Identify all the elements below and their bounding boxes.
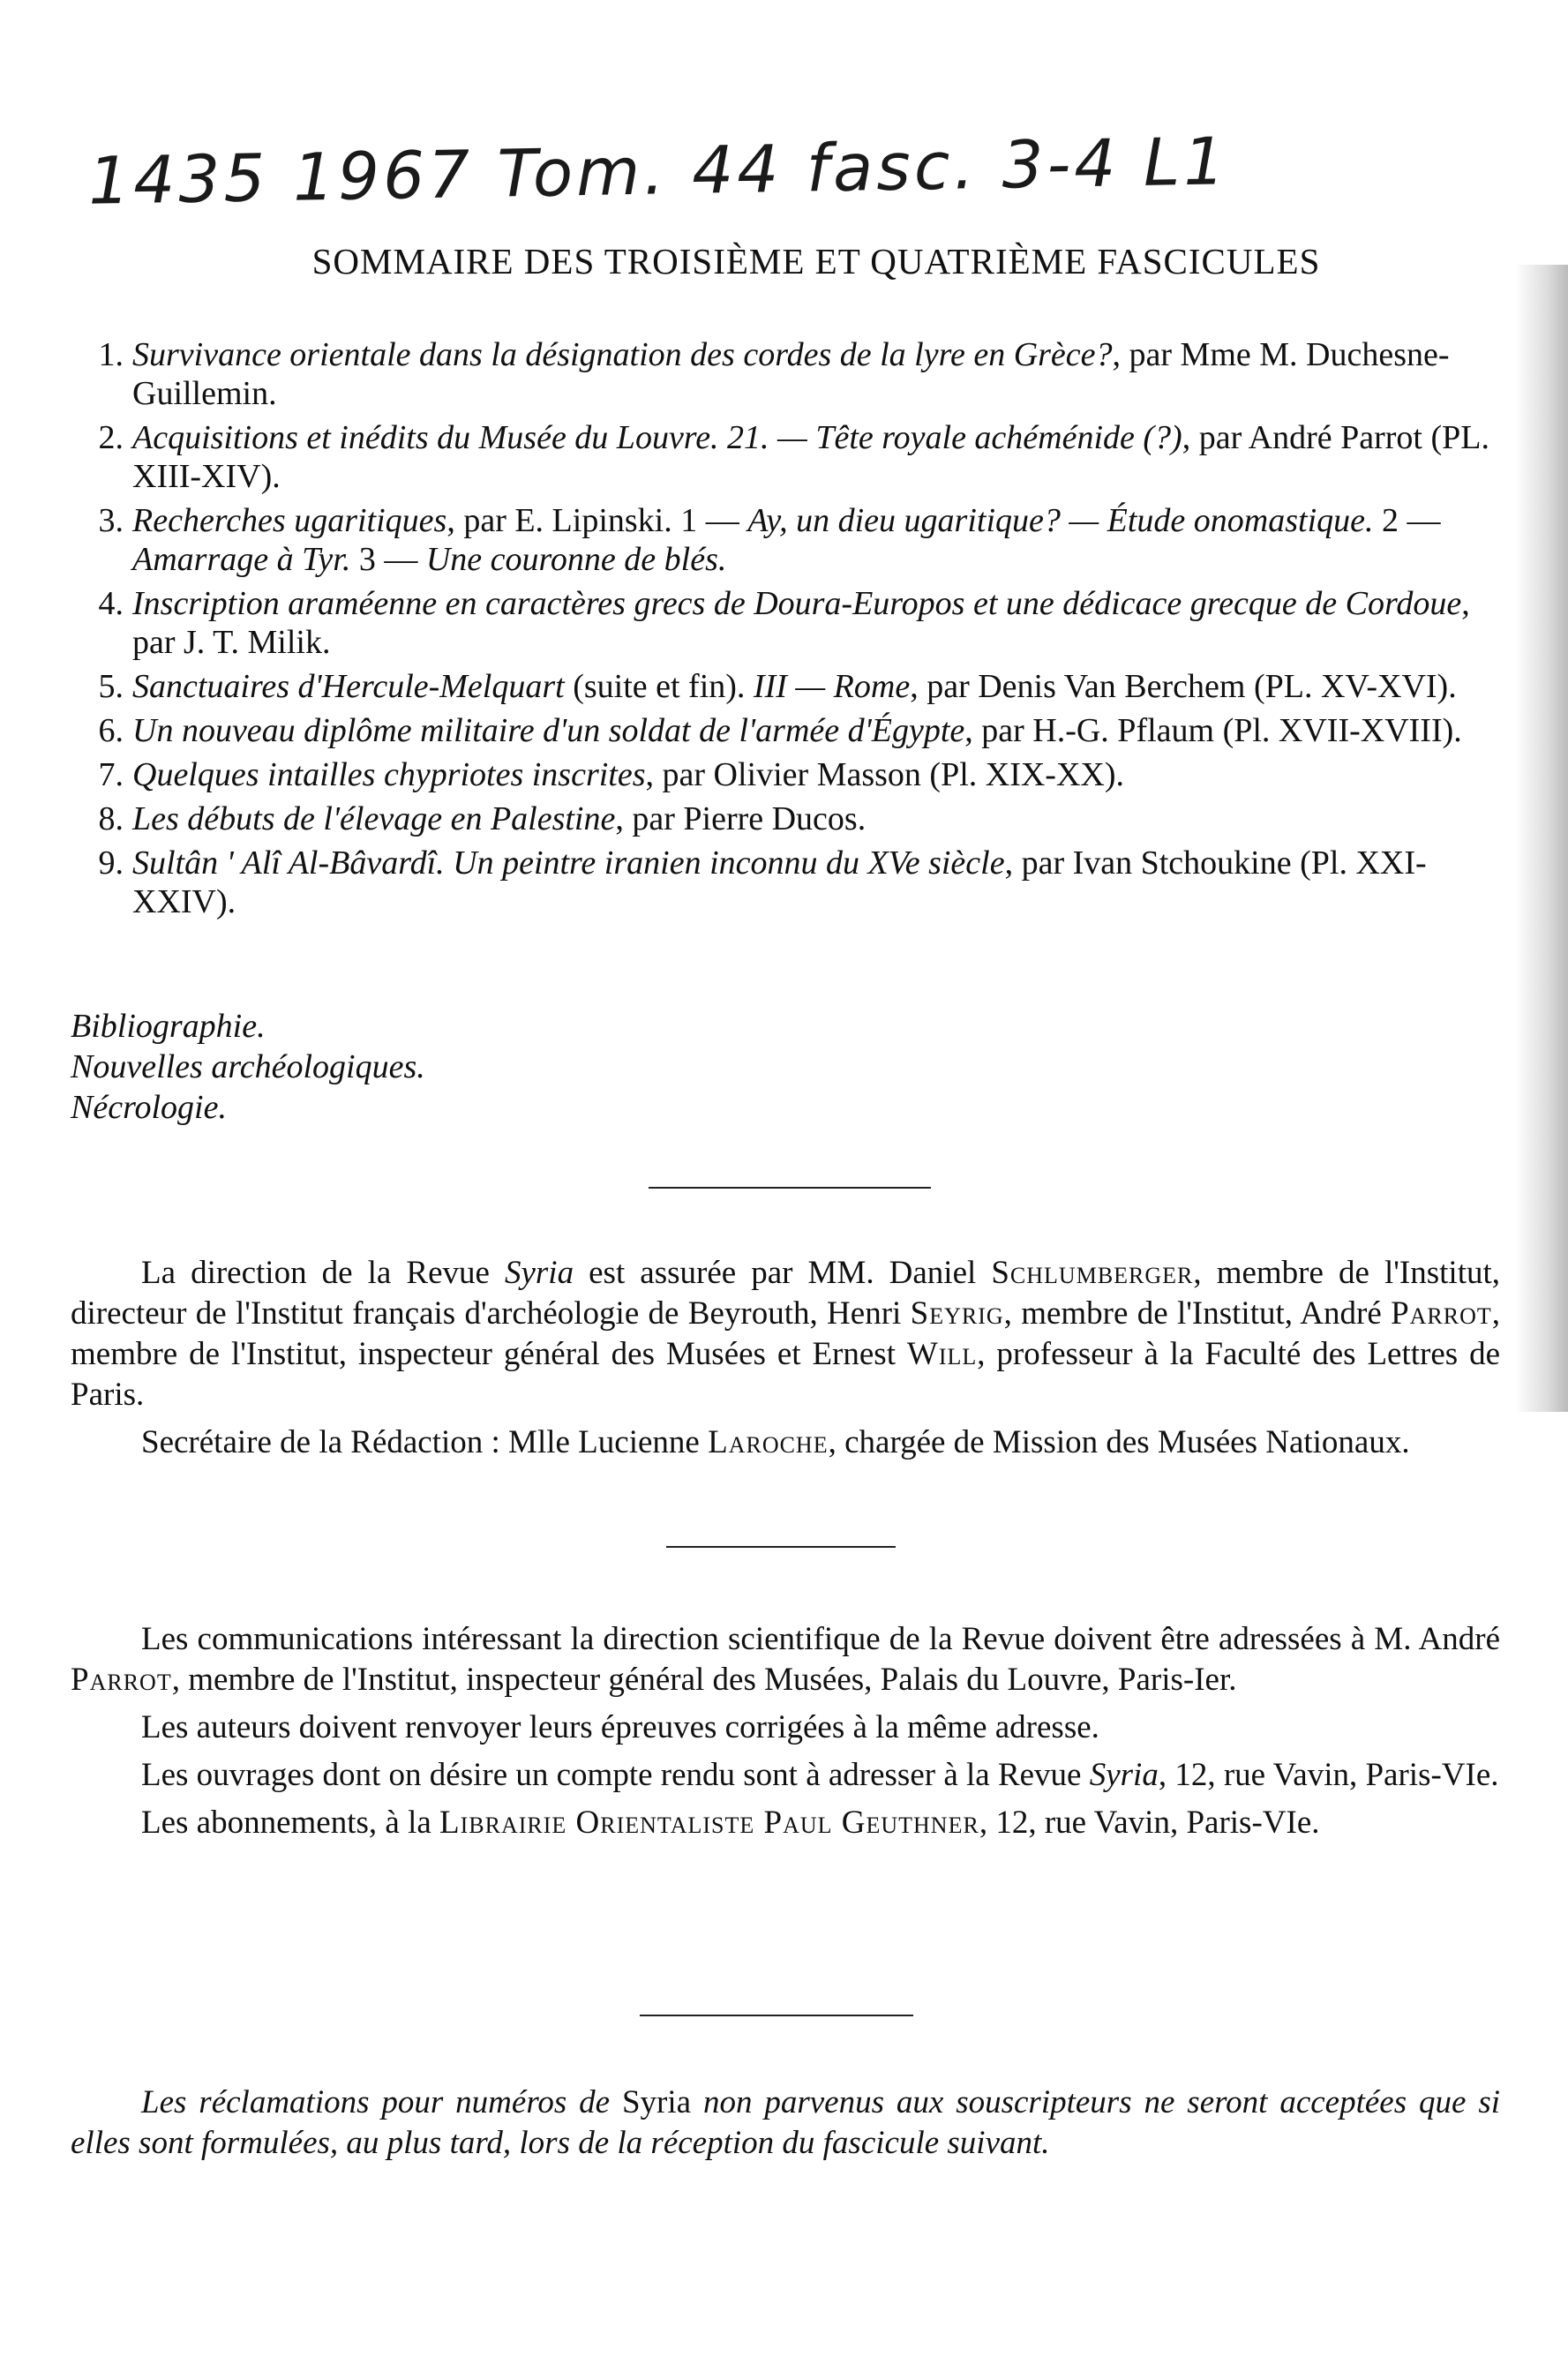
toc-entry-text [132, 800, 866, 837]
proper-name: Librairie Orientaliste Paul Geuthner [439, 1805, 979, 1841]
toc-entry-text [132, 336, 1450, 412]
divider-rule [666, 1546, 896, 1548]
proper-name: Schlumberger [991, 1255, 1194, 1291]
authors-paragraph [71, 1707, 1500, 1748]
toc-entry-author: , par J. T. Milik. [132, 585, 1470, 661]
toc-entry-number: 6. [98, 712, 124, 749]
proper-name: Seyrig [910, 1295, 1004, 1332]
toc-entry [71, 844, 1500, 921]
direction-paragraph [71, 1253, 1500, 1415]
toc-entry-title: Survivance orientale dans la désignation des cordes de la lyre en Grèce? [132, 336, 1113, 373]
toc-entry-author: , par Olivier Masson (Pl. XIX-XX). [645, 756, 1124, 793]
toc-entry-text [132, 419, 1489, 495]
text-run: est assurée par MM. Daniel [574, 1255, 992, 1291]
text-run: , membre de l'Institut, directeur de l'Institut français d'archéologie de Beyrouth, Henri [71, 1255, 1500, 1332]
divider-rule [649, 1187, 931, 1189]
toc-entry-text [132, 502, 1441, 578]
editorial-board-block [71, 1253, 1500, 1470]
text-run: Les ouvrages dont on désire un compte rendu sont à adresser à la Revue [141, 1757, 1090, 1793]
toc-entry-title: Les débuts de l'élevage en Palestine [132, 800, 616, 837]
toc-entry-title: Recherches ugaritiques [132, 502, 447, 539]
toc-entry [71, 711, 1500, 750]
text-run: La direction de la Revue [141, 1255, 505, 1291]
toc-entry-author: , par André Parrot (PL. XIII-XIV). [132, 419, 1489, 495]
communications-paragraph [71, 1619, 1500, 1700]
toc-entry-title: Amarrage à Tyr. [132, 541, 351, 578]
toc-entry-title: Sanctuaires d'Hercule-Melquart [132, 668, 565, 705]
toc-entry-text [132, 844, 1427, 920]
toc-entry-number: 8. [98, 800, 124, 837]
toc-entry-title: Ay, un dieu ugaritique? — Étude onomastique. [747, 502, 1374, 539]
handwritten-annotation: 1435 1967 Tom. 44 fasc. 3-4 L1 [87, 124, 1229, 220]
toc-entry-author: (suite et fin). [564, 668, 754, 705]
proper-name: Will [906, 1336, 978, 1372]
text-run: non parvenus aux souscripteurs ne seront acceptées que si elles sont formulées, au plus tard, lors de la réception du fascicule suivant. [71, 2084, 1500, 2161]
toc-entry-number: 9. [98, 844, 124, 882]
toc-entry-author: , par E. Lipinski. 1 — [446, 502, 748, 539]
secretary-paragraph [71, 1422, 1500, 1463]
toc-entry [71, 667, 1500, 706]
toc-entry-title: Sultân ' Alî Al-Bâvardî. Un peintre iranien inconnu du XVe siècle [132, 844, 1005, 882]
text-run: Syria [1089, 1757, 1159, 1793]
toc-entry-author: 2 — [1373, 502, 1441, 539]
page-title: SOMMAIRE DES TROISIÈME ET QUATRIÈME FASCICULES [311, 241, 1321, 281]
text-run: , membre de l'Institut, André [1003, 1295, 1392, 1332]
toc-entry-text [132, 585, 1470, 661]
toc-entry-title: Inscription araméenne en caractères grecs de Doura-Europos et une dédicace grecque de Cordoue [132, 585, 1462, 622]
text-run: , professeur à la Faculté des Lettres de Paris. [71, 1336, 1501, 1413]
toc-entry-title: Acquisitions et inédits du Musée du Louvre. 21. — Tête royale achéménide (?) [132, 419, 1182, 456]
toc-entry-number: 2. [98, 419, 124, 456]
toc-entry-author: , par Ivan Stchoukine (Pl. XXI-XXIV). [132, 844, 1427, 920]
reviews-paragraph [71, 1755, 1500, 1796]
text-run: , membre de l'Institut, inspecteur général des Musées et Ernest [71, 1295, 1501, 1372]
text-run: , 12, rue Vavin, Paris-VIe. [1158, 1757, 1499, 1793]
toc-entry-text [132, 668, 1457, 705]
claims-notice [71, 2083, 1500, 2164]
text-run: Secrétaire de la Rédaction : Mlle Lucienne [141, 1424, 709, 1460]
toc-entry [71, 335, 1500, 413]
toc-entry [71, 799, 1500, 838]
section-list [71, 1006, 953, 1128]
text-run: Les abonnements, à la [141, 1805, 440, 1841]
toc-entry-title: Un nouveau diplôme militaire d'un soldat de l'armée d'Égypte [132, 712, 965, 749]
toc-entry-text [132, 756, 1124, 793]
section-item: Bibliographie. [71, 1008, 266, 1045]
text-run: , membre de l'Institut, inspecteur général des Musées, Palais du Louvre, Paris-Ier. [171, 1662, 1237, 1698]
toc-entry-number: 4. [98, 585, 124, 622]
text-run: , chargée de Mission des Musées Nationaux. [828, 1424, 1410, 1460]
scan-edge-shadow [1515, 265, 1568, 1412]
text-run: Syria [621, 2084, 692, 2120]
toc-entry [71, 418, 1500, 496]
toc-entry [71, 501, 1500, 579]
toc-entry-title: III — Rome [753, 668, 911, 705]
text-run: Les réclamations pour numéros de [141, 2084, 622, 2120]
toc-entry-number: 1. [98, 336, 124, 373]
toc-entry-number: 3. [98, 502, 124, 539]
toc-entry [71, 755, 1500, 794]
toc-entry-title: Une couronne de blés. [425, 541, 727, 578]
proper-name: Parrot [71, 1662, 172, 1698]
correspondence-block [71, 1619, 1500, 1850]
toc-entry-author: , par Pierre Ducos. [615, 800, 867, 837]
toc-entry-author: , par H.-G. Pflaum (Pl. XVII-XVIII). [964, 712, 1462, 749]
proper-name: Laroche [708, 1424, 829, 1460]
text-run: Les communications intéressant la direction scientifique de la Revue doivent être adressées à M. André [141, 1621, 1500, 1657]
section-item: Nécrologie. [71, 1089, 227, 1126]
toc-entry-text [132, 712, 1462, 749]
toc-entry-number: 7. [98, 756, 124, 793]
text-run: , 12, rue Vavin, Paris-VIe. [979, 1805, 1320, 1841]
text-run: Syria [504, 1255, 574, 1291]
toc-entry-author: 3 — [350, 541, 426, 578]
divider-rule [640, 2015, 913, 2016]
toc-entry-author: , par Denis Van Berchem (PL. XV-XVI). [910, 668, 1457, 705]
subscriptions-paragraph [71, 1803, 1500, 1843]
table-of-contents [71, 335, 1500, 927]
toc-entry-author: , par Mme M. Duchesne-Guillemin. [132, 336, 1450, 412]
toc-entry-number: 5. [98, 668, 124, 705]
toc-entry-title: Quelques intailles chypriotes inscrites [132, 756, 646, 793]
proper-name: Parrot [1391, 1295, 1492, 1332]
section-item: Nouvelles archéologiques. [71, 1048, 425, 1085]
text-run: Les auteurs doivent renvoyer leurs épreuves corrigées à la même adresse. [141, 1709, 1099, 1745]
toc-entry [71, 584, 1500, 662]
